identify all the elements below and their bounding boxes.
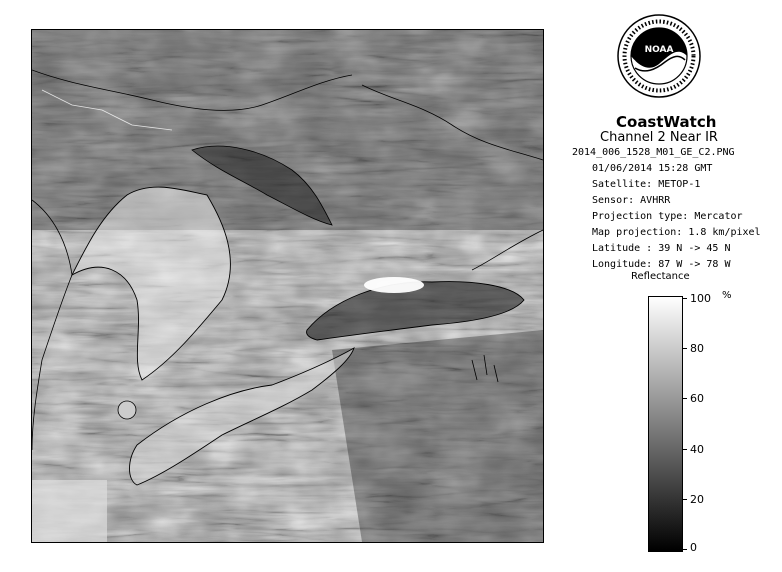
- legend-tick: [682, 549, 687, 550]
- legend-tick: [682, 449, 687, 450]
- projection-type-text: Projection type: Mercator: [592, 211, 743, 222]
- satellite-text: Satellite: METOP-1: [592, 179, 701, 190]
- legend-tick: [682, 298, 687, 299]
- legend-tick-label: 60: [690, 392, 704, 405]
- map-projection-text: Map projection: 1.8 km/pixel: [592, 227, 761, 238]
- legend-tick: [682, 499, 687, 500]
- legend-unit: %: [722, 290, 732, 301]
- legend-title: Reflectance: [631, 271, 690, 282]
- legend-tick-label: 80: [690, 342, 704, 355]
- legend-tick: [682, 348, 687, 349]
- satellite-image-map: [31, 29, 544, 543]
- legend-tick-label: 100: [690, 292, 711, 305]
- legend-tick-label: 20: [690, 493, 704, 506]
- legend-tick-label: 40: [690, 443, 704, 456]
- logo-text: NOAA: [644, 45, 674, 55]
- dark-lower-right-region: [332, 330, 543, 542]
- noaa-logo-icon: [617, 14, 701, 98]
- satellite-image: [32, 30, 543, 542]
- reflectance-color-bar: [648, 296, 683, 552]
- latitude-text: Latitude : 39 N -> 45 N: [592, 243, 731, 254]
- longitude-text: Longitude: 87 W -> 78 W: [592, 259, 731, 270]
- bright-cloud-patch: [364, 277, 424, 293]
- channel-title: Channel 2 Near IR: [600, 130, 718, 145]
- legend-tick-label: 0: [690, 541, 697, 554]
- bright-land-patch: [32, 480, 107, 542]
- date-time-text: 01/06/2014 15:28 GMT: [592, 163, 713, 174]
- lake-st-clair: [118, 401, 136, 419]
- legend-tick: [682, 398, 687, 399]
- sensor-text: Sensor: AVHRR: [592, 195, 671, 206]
- filename-text: 2014_006_1528_M01_GE_C2.PNG: [572, 147, 735, 158]
- organization-title: CoastWatch: [616, 113, 717, 131]
